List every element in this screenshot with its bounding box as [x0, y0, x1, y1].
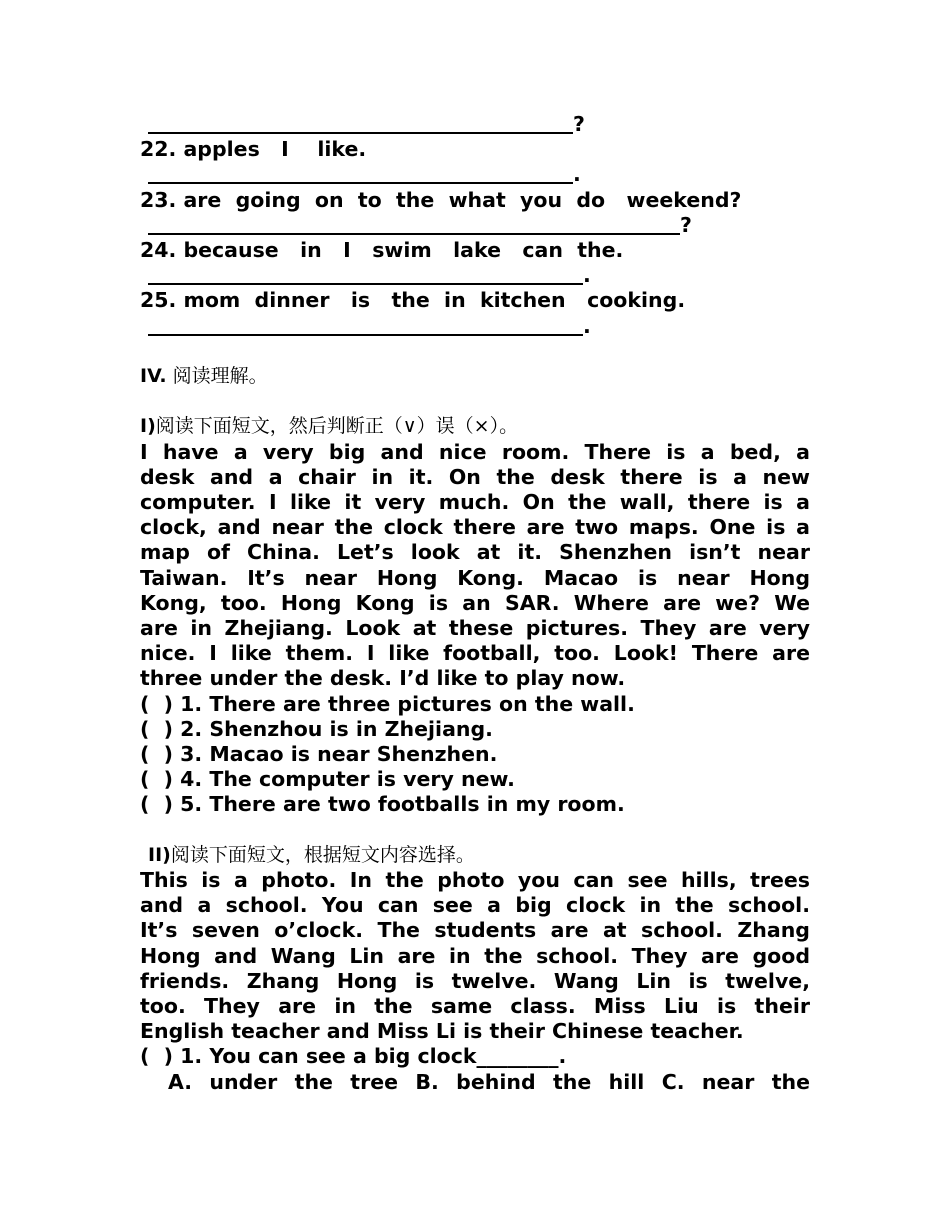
question-23: 23. are going on to the what you do weekend?	[140, 187, 742, 212]
passage-line: desk and a chair in it. On the desk there is a new	[140, 464, 810, 489]
answer-line-21[interactable]	[140, 112, 810, 137]
section-heading-reading	[140, 364, 810, 389]
question-22: 22. apples I like.	[140, 137, 367, 162]
passage-line: map of China. Let’s look at it. Shenzhen isn’t near	[140, 540, 810, 565]
passage-line: This is a photo. In the photo you can see hills, trees	[140, 867, 810, 892]
spacer	[140, 339, 810, 364]
question-25: 25. mom dinner is the in kitchen cooking.	[140, 288, 686, 313]
passage-line: Taiwan. It’s near Hong Kong. Macao is near Hong	[140, 565, 810, 590]
part2-heading	[140, 843, 810, 868]
question-24: 24. because in I swim lake can the.	[140, 237, 624, 262]
answer-end-mark: .	[583, 313, 591, 338]
answer-end-mark: ?	[680, 212, 692, 237]
answer-blank[interactable]	[148, 263, 583, 285]
answer-end-mark: ?	[573, 112, 585, 136]
part2-instruction: 阅读下面短文，根据短文内容选择。	[170, 843, 475, 866]
worksheet-page	[140, 112, 810, 1095]
passage-line: too. They are in the same class. Miss Liu is their	[140, 993, 810, 1018]
spacer	[140, 818, 810, 843]
passage-line: three under the desk. I’d like to play now.	[140, 666, 626, 691]
part2-label: II)	[148, 843, 171, 866]
answer-blank[interactable]	[148, 314, 583, 336]
answer-blank[interactable]	[148, 213, 680, 235]
part2-passage	[140, 868, 810, 1044]
passage-line: and a school. You can see a big clock in the school.	[140, 893, 810, 918]
passage-line: computer. I like it very much. On the wall, there is a	[140, 489, 810, 514]
passage-line: nice. I like them. I like football, too. Look! There are	[140, 641, 810, 666]
passage-line: friends. Zhang Hong is twelve. Wang Lin is twelve,	[140, 968, 810, 993]
part1-instruction: 阅读下面短文，然后判断正（∨）误（×）。	[155, 415, 519, 438]
answer-line-22[interactable]	[140, 162, 810, 187]
answer-line-25[interactable]	[140, 314, 810, 339]
spacer	[140, 389, 810, 414]
judge-question-4[interactable]: ( ) 4. The computer is very new.	[140, 767, 515, 792]
judge-question-1[interactable]: ( ) 1. There are three pictures on the wall.	[140, 691, 635, 716]
part1-heading	[140, 414, 810, 439]
section-numeral: IV.	[140, 364, 167, 387]
passage-line: clock, and near the clock there are two maps. One is a	[140, 515, 810, 540]
judge-question-2[interactable]: ( ) 2. Shenzhou is in Zhejiang.	[140, 716, 493, 741]
choice-options-1[interactable]: A. under the tree B. behind the hill C. near the	[168, 1069, 810, 1094]
passage-line: I have a very big and nice room. There is a bed, a	[140, 439, 810, 464]
answer-blank[interactable]	[148, 112, 573, 134]
passage-line: are in Zhejiang. Look at these pictures. They are very	[140, 615, 810, 640]
answer-end-mark: .	[583, 263, 591, 288]
part1-passage	[140, 440, 810, 692]
passage-line: Kong, too. Hong Kong is an SAR. Where are we? We	[140, 590, 810, 615]
passage-line: English teacher and Miss Li is their Chinese teacher.	[140, 1019, 744, 1044]
judge-question-3[interactable]: ( ) 3. Macao is near Shenzhen.	[140, 741, 498, 766]
answer-line-23[interactable]	[140, 213, 810, 238]
part1-label: I)	[140, 415, 156, 438]
passage-line: Hong and Wang Lin are in the school. They are good	[140, 943, 810, 968]
judge-question-5[interactable]: ( ) 5. There are two footballs in my room.	[140, 792, 625, 817]
choice-question-1[interactable]: ( ) 1. You can see a big clock________.	[140, 1044, 567, 1069]
answer-line-24[interactable]	[140, 263, 810, 288]
passage-line: It’s seven o’clock. The students are at school. Zhang	[140, 918, 810, 943]
answer-end-mark: .	[573, 162, 581, 187]
section-title: 阅读理解。	[166, 364, 268, 387]
answer-blank[interactable]	[148, 162, 573, 184]
